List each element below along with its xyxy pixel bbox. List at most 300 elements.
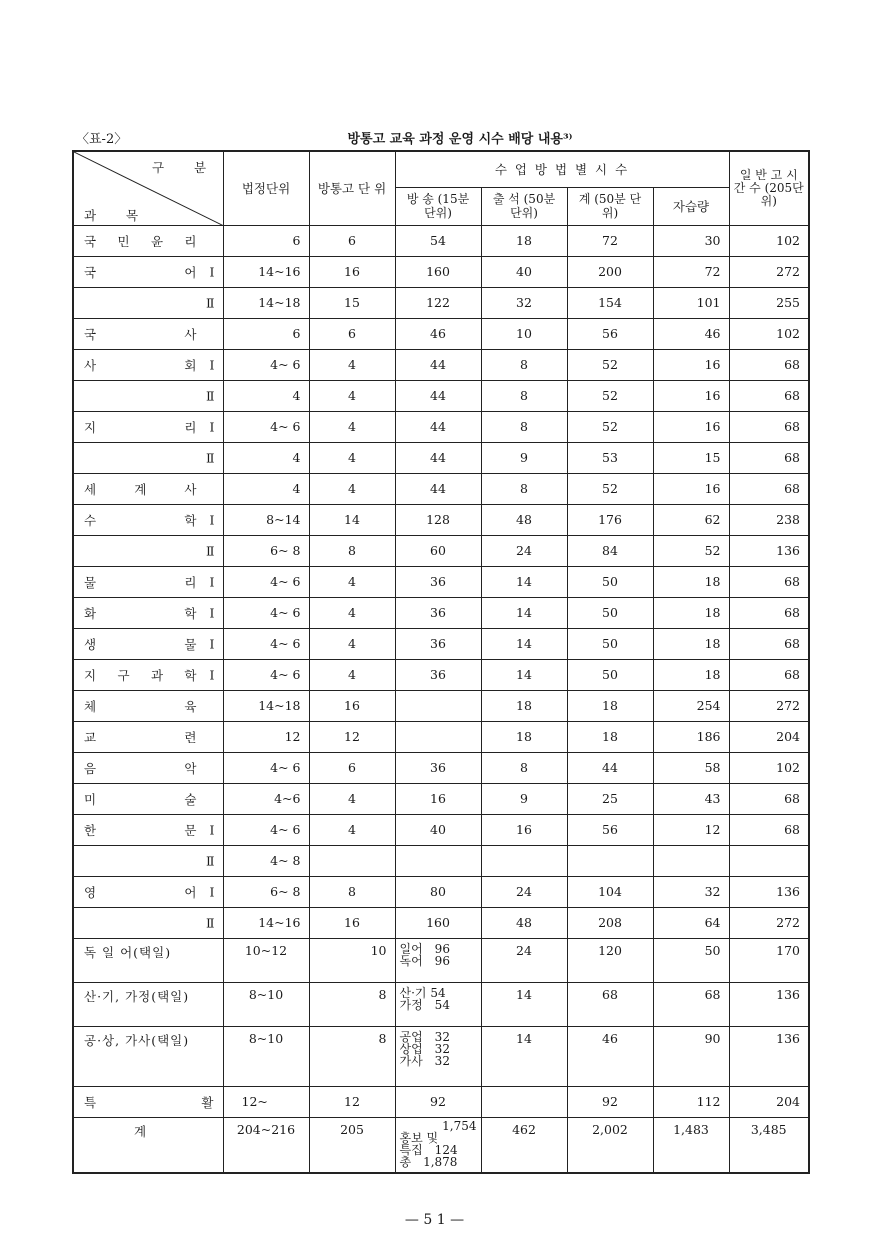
legal-units-cell: 4~ 8 <box>223 845 309 876</box>
attendance-cell: 8 <box>481 473 567 504</box>
school-units-cell: 4 <box>309 411 395 442</box>
school-units-cell: 4 <box>309 628 395 659</box>
subject-name: 물 리 <box>84 574 197 590</box>
general-hours-cell: 68 <box>729 783 809 814</box>
attendance-cell: 8 <box>481 380 567 411</box>
total-cell: 84 <box>567 535 653 566</box>
legal-units-cell: 4~6 <box>223 783 309 814</box>
self-study-cell: 50 <box>653 938 729 982</box>
legal-units-cell: 4~ 6 <box>223 814 309 845</box>
subject-cell <box>73 566 223 597</box>
general-hours-cell: 238 <box>729 504 809 535</box>
subject-cell <box>73 659 223 690</box>
subject-cell <box>73 535 223 566</box>
broadcast-cell: 160 <box>395 907 481 938</box>
general-hours-cell: 272 <box>729 907 809 938</box>
school-units-cell <box>309 845 395 876</box>
legal-units-cell: 4~ 6 <box>223 628 309 659</box>
school-units-cell: 4 <box>309 380 395 411</box>
general-hours-cell <box>729 845 809 876</box>
attendance-cell: 8 <box>481 752 567 783</box>
school-units-cell: 10 <box>309 938 395 982</box>
curriculum-hours-table <box>72 150 810 1174</box>
school-units-cell: 6 <box>309 752 395 783</box>
subject-cell <box>73 411 223 442</box>
broadcast-cell: 36 <box>395 659 481 690</box>
header-method-group: 수 업 방 법 별 시 수 <box>395 151 729 187</box>
self-study-cell: 15 <box>653 442 729 473</box>
subject-cell <box>73 907 223 938</box>
total-cell: 50 <box>567 597 653 628</box>
header-category: 구 분 <box>152 160 207 175</box>
legal-units-cell: 4~ 6 <box>223 349 309 380</box>
subject-level: Ⅰ <box>209 667 215 682</box>
general-hours-cell: 136 <box>729 982 809 1026</box>
total-cell: 104 <box>567 876 653 907</box>
self-study-cell: 32 <box>653 876 729 907</box>
self-study-cell: 101 <box>653 287 729 318</box>
broadcast-cell: 128 <box>395 504 481 535</box>
total-cell: 176 <box>567 504 653 535</box>
school-units-cell: 14 <box>309 504 395 535</box>
general-hours-cell: 170 <box>729 938 809 982</box>
self-study-cell: 16 <box>653 411 729 442</box>
self-study-cell: 52 <box>653 535 729 566</box>
broadcast-cell <box>395 845 481 876</box>
broadcast-line: 특집 124 <box>399 1142 458 1157</box>
legal-units-cell: 14~18 <box>223 287 309 318</box>
general-hours-cell: 255 <box>729 287 809 318</box>
total-cell: 18 <box>567 721 653 752</box>
attendance-cell <box>481 845 567 876</box>
legal-units-cell: 8~14 <box>223 504 309 535</box>
table-row <box>73 721 809 752</box>
broadcast-cell: 44 <box>395 442 481 473</box>
attendance-cell: 14 <box>481 982 567 1026</box>
attendance-cell: 16 <box>481 814 567 845</box>
school-units-cell: 4 <box>309 783 395 814</box>
general-hours-cell: 136 <box>729 876 809 907</box>
table-caption: 〈표-2〉 <box>76 132 128 147</box>
subject-name: 사 회 <box>84 357 197 373</box>
broadcast-line: 홍보 및 <box>399 1130 439 1145</box>
self-study-cell: 18 <box>653 597 729 628</box>
broadcast-line: 가정 54 <box>399 997 450 1012</box>
legal-units-cell: 14~18 <box>223 690 309 721</box>
general-hours-cell: 68 <box>729 473 809 504</box>
attendance-cell: 14 <box>481 566 567 597</box>
legal-units-cell: 6~ 8 <box>223 535 309 566</box>
table-row <box>73 628 809 659</box>
attendance-cell: 18 <box>481 721 567 752</box>
self-study-cell: 16 <box>653 473 729 504</box>
subject-name: 미 술 <box>84 791 197 807</box>
subject-cell <box>73 287 223 318</box>
subject-level: Ⅱ <box>206 543 215 558</box>
school-units-cell: 4 <box>309 659 395 690</box>
table-row <box>73 597 809 628</box>
school-units-cell: 4 <box>309 597 395 628</box>
general-hours-cell: 136 <box>729 535 809 566</box>
subject-cell <box>73 442 223 473</box>
legal-units-cell: 204~216 <box>223 1117 309 1173</box>
subject-cell <box>73 814 223 845</box>
legal-units-cell: 8~10 <box>223 982 309 1026</box>
attendance-cell: 18 <box>481 225 567 256</box>
school-units-cell: 8 <box>309 876 395 907</box>
attendance-cell: 24 <box>481 535 567 566</box>
elective-row <box>73 938 809 982</box>
attendance-cell: 24 <box>481 938 567 982</box>
subject-cell <box>73 473 223 504</box>
broadcast-line: 산·기 54 <box>399 985 446 1000</box>
general-hours-cell: 68 <box>729 442 809 473</box>
total-cell: 68 <box>567 982 653 1026</box>
self-study-cell: 58 <box>653 752 729 783</box>
attendance-cell: 14 <box>481 1026 567 1086</box>
table-row <box>73 256 809 287</box>
self-study-cell: 90 <box>653 1026 729 1086</box>
total-cell: 18 <box>567 690 653 721</box>
school-units-cell: 4 <box>309 442 395 473</box>
attendance-cell: 14 <box>481 659 567 690</box>
total-cell <box>567 845 653 876</box>
attendance-cell: 10 <box>481 318 567 349</box>
subject-level: Ⅰ <box>209 512 215 527</box>
broadcast-cell: 54 <box>395 225 481 256</box>
legal-units-cell: 4 <box>223 380 309 411</box>
legal-units-cell: 4~ 6 <box>223 752 309 783</box>
total-cell: 50 <box>567 628 653 659</box>
self-study-cell: 30 <box>653 225 729 256</box>
total-cell: 92 <box>567 1086 653 1117</box>
subject-cell <box>73 721 223 752</box>
legal-units-cell: 12~ <box>223 1086 309 1117</box>
self-study-cell <box>653 845 729 876</box>
subject-name: 국 사 <box>84 326 197 342</box>
legal-units-cell: 12 <box>223 721 309 752</box>
legal-units-cell: 14~16 <box>223 907 309 938</box>
attendance-cell <box>481 1086 567 1117</box>
subject-level: Ⅰ <box>209 419 215 434</box>
elective-row <box>73 982 809 1026</box>
school-units-cell: 6 <box>309 225 395 256</box>
broadcast-cell: 36 <box>395 752 481 783</box>
subject-cell <box>73 628 223 659</box>
school-units-cell: 6 <box>309 318 395 349</box>
legal-units-cell: 6 <box>223 225 309 256</box>
general-hours-cell: 102 <box>729 752 809 783</box>
attendance-cell: 40 <box>481 256 567 287</box>
attendance-cell: 8 <box>481 411 567 442</box>
subject-level: Ⅱ <box>206 295 215 310</box>
total-cell: 56 <box>567 318 653 349</box>
legal-units-cell: 4 <box>223 442 309 473</box>
general-hours-cell: 68 <box>729 380 809 411</box>
broadcast-cell: 44 <box>395 349 481 380</box>
legal-units-cell: 4~ 6 <box>223 597 309 628</box>
broadcast-cell: 122 <box>395 287 481 318</box>
subject-level: Ⅱ <box>206 853 215 868</box>
attendance-cell: 9 <box>481 783 567 814</box>
total-cell: 2,002 <box>567 1117 653 1173</box>
school-units-cell: 4 <box>309 473 395 504</box>
broadcast-cell: 36 <box>395 597 481 628</box>
total-cell: 120 <box>567 938 653 982</box>
school-units-cell: 15 <box>309 287 395 318</box>
school-units-cell: 16 <box>309 690 395 721</box>
diagonal-header-cell <box>73 151 223 225</box>
broadcast-cell: 44 <box>395 380 481 411</box>
broadcast-cell: 44 <box>395 411 481 442</box>
subject-cell <box>73 504 223 535</box>
school-units-cell: 12 <box>309 1086 395 1117</box>
subject-level: Ⅰ <box>209 357 215 372</box>
total-cell: 52 <box>567 411 653 442</box>
table-row <box>73 752 809 783</box>
school-units-cell: 8 <box>309 982 395 1026</box>
header-general-hours: 일 반 고 시 간 수 (205단위) <box>729 151 809 225</box>
attendance-cell: 48 <box>481 907 567 938</box>
general-hours-cell: 68 <box>729 411 809 442</box>
subject-cell <box>73 752 223 783</box>
broadcast-cell <box>395 690 481 721</box>
subject-level: Ⅱ <box>206 915 215 930</box>
subject-cell <box>73 597 223 628</box>
subject-level: Ⅱ <box>206 388 215 403</box>
legal-units-cell: 6 <box>223 318 309 349</box>
table-row <box>73 690 809 721</box>
self-study-cell: 62 <box>653 504 729 535</box>
table-row <box>73 535 809 566</box>
broadcast-cell <box>395 1026 481 1086</box>
header-total: 계 (50분 단위) <box>567 187 653 225</box>
subject-name: 국 어 <box>84 264 197 280</box>
school-units-cell: 205 <box>309 1117 395 1173</box>
broadcast-cell: 36 <box>395 628 481 659</box>
subject-cell: 특 활 <box>73 1086 223 1117</box>
subject-level: Ⅰ <box>209 574 215 589</box>
table-row <box>73 380 809 411</box>
attendance-cell: 24 <box>481 876 567 907</box>
broadcast-line: 공업 32 <box>399 1029 450 1044</box>
table-row <box>73 814 809 845</box>
broadcast-cell <box>395 1117 481 1173</box>
total-cell: 44 <box>567 752 653 783</box>
table-row <box>73 566 809 597</box>
attendance-cell: 48 <box>481 504 567 535</box>
subject-level: Ⅱ <box>206 450 215 465</box>
attendance-cell: 9 <box>481 442 567 473</box>
broadcast-cell <box>395 938 481 982</box>
broadcast-cell: 46 <box>395 318 481 349</box>
subject-cell <box>73 690 223 721</box>
subject-name: 교 련 <box>84 729 197 745</box>
legal-units-cell: 4~ 6 <box>223 411 309 442</box>
subject-name: 지 리 <box>84 419 197 435</box>
subject-level: Ⅰ <box>209 884 215 899</box>
self-study-cell: 46 <box>653 318 729 349</box>
total-cell: 200 <box>567 256 653 287</box>
total-cell: 50 <box>567 659 653 690</box>
general-hours-cell: 272 <box>729 690 809 721</box>
total-cell: 208 <box>567 907 653 938</box>
self-study-cell: 112 <box>653 1086 729 1117</box>
general-hours-cell: 102 <box>729 225 809 256</box>
attendance-cell: 18 <box>481 690 567 721</box>
total-cell: 72 <box>567 225 653 256</box>
subject-name: 영 어 <box>84 884 197 900</box>
legal-units-cell: 4 <box>223 473 309 504</box>
subject-level: Ⅰ <box>209 636 215 651</box>
self-study-cell: 254 <box>653 690 729 721</box>
table-row <box>73 225 809 256</box>
table-row <box>73 845 809 876</box>
broadcast-cell: 92 <box>395 1086 481 1117</box>
table-row <box>73 876 809 907</box>
legal-units-cell: 4~ 6 <box>223 659 309 690</box>
broadcast-cell: 40 <box>395 814 481 845</box>
general-hours-cell: 272 <box>729 256 809 287</box>
subject-name: 수 학 <box>84 512 197 528</box>
self-study-cell: 18 <box>653 659 729 690</box>
legal-units-cell: 6~ 8 <box>223 876 309 907</box>
header-self-study: 자습량 <box>653 187 729 225</box>
total-row <box>73 1117 809 1173</box>
general-hours-cell: 136 <box>729 1026 809 1086</box>
total-cell: 50 <box>567 566 653 597</box>
broadcast-line: 상업 32 <box>399 1041 450 1056</box>
subject-cell <box>73 225 223 256</box>
broadcast-cell: 36 <box>395 566 481 597</box>
subject-name: 생 물 <box>84 636 197 652</box>
table-row <box>73 318 809 349</box>
self-study-cell: 43 <box>653 783 729 814</box>
broadcast-cell: 160 <box>395 256 481 287</box>
table-row <box>73 504 809 535</box>
subject-cell: 독 일 어(택일) <box>73 938 223 982</box>
subject-cell <box>73 876 223 907</box>
header-attendance: 출 석 (50분 단위) <box>481 187 567 225</box>
general-hours-cell: 68 <box>729 814 809 845</box>
self-study-cell: 68 <box>653 982 729 1026</box>
school-units-cell: 16 <box>309 256 395 287</box>
self-study-cell: 16 <box>653 380 729 411</box>
legal-units-cell: 14~16 <box>223 256 309 287</box>
broadcast-cell: 60 <box>395 535 481 566</box>
subject-cell <box>73 783 223 814</box>
broadcast-line: 가사 32 <box>399 1053 450 1068</box>
school-units-cell: 8 <box>309 535 395 566</box>
broadcast-cell: 80 <box>395 876 481 907</box>
self-study-cell: 186 <box>653 721 729 752</box>
subject-cell <box>73 318 223 349</box>
total-cell: 52 <box>567 473 653 504</box>
subject-name: 화 학 <box>84 605 197 621</box>
self-study-cell: 16 <box>653 349 729 380</box>
broadcast-line: 총 1,878 <box>399 1154 458 1169</box>
attendance-cell: 8 <box>481 349 567 380</box>
broadcast-line: 일어 96 <box>399 941 450 956</box>
general-hours-cell: 68 <box>729 566 809 597</box>
attendance-cell: 32 <box>481 287 567 318</box>
table-row <box>73 659 809 690</box>
legal-units-cell: 4~ 6 <box>223 566 309 597</box>
general-hours-cell: 204 <box>729 1086 809 1117</box>
subject-name: 음 악 <box>84 760 197 776</box>
page-number: — 5 1 — <box>404 1212 465 1228</box>
general-hours-cell: 3,485 <box>729 1117 809 1173</box>
attendance-cell: 14 <box>481 597 567 628</box>
legal-units-cell: 10~12 <box>223 938 309 982</box>
total-cell: 52 <box>567 380 653 411</box>
total-cell: 46 <box>567 1026 653 1086</box>
general-hours-cell: 68 <box>729 659 809 690</box>
school-units-cell: 4 <box>309 566 395 597</box>
school-units-cell: 4 <box>309 814 395 845</box>
school-units-cell: 8 <box>309 1026 395 1086</box>
broadcast-cell <box>395 982 481 1026</box>
total-cell: 25 <box>567 783 653 814</box>
attendance-cell: 462 <box>481 1117 567 1173</box>
total-cell: 154 <box>567 287 653 318</box>
subject-name: 체 육 <box>84 698 197 714</box>
general-hours-cell: 68 <box>729 597 809 628</box>
legal-units-cell: 8~10 <box>223 1026 309 1086</box>
table-row <box>73 442 809 473</box>
broadcast-cell <box>395 721 481 752</box>
subject-name: 세 계 사 <box>84 481 197 497</box>
table-row <box>73 473 809 504</box>
subject-cell: 공·상, 가사(택일) <box>73 1026 223 1086</box>
total-cell: 53 <box>567 442 653 473</box>
table-row <box>73 287 809 318</box>
table-row <box>73 411 809 442</box>
general-hours-cell: 204 <box>729 721 809 752</box>
self-study-cell: 18 <box>653 566 729 597</box>
subject-level: Ⅰ <box>209 605 215 620</box>
self-study-cell: 64 <box>653 907 729 938</box>
attendance-cell: 14 <box>481 628 567 659</box>
subject-cell: 산·기, 가정(택일) <box>73 982 223 1026</box>
self-study-cell: 1,483 <box>653 1117 729 1173</box>
broadcast-cell: 44 <box>395 473 481 504</box>
subject-cell <box>73 256 223 287</box>
subject-level: Ⅰ <box>209 822 215 837</box>
general-hours-cell: 68 <box>729 349 809 380</box>
school-units-cell: 12 <box>309 721 395 752</box>
subject-cell: 계 <box>73 1117 223 1173</box>
table-row <box>73 349 809 380</box>
self-study-cell: 72 <box>653 256 729 287</box>
total-cell: 52 <box>567 349 653 380</box>
self-study-cell: 18 <box>653 628 729 659</box>
subject-cell <box>73 380 223 411</box>
school-units-cell: 16 <box>309 907 395 938</box>
table-row <box>73 907 809 938</box>
table-row <box>73 783 809 814</box>
total-cell: 56 <box>567 814 653 845</box>
broadcast-cell: 16 <box>395 783 481 814</box>
subject-level: Ⅰ <box>209 264 215 279</box>
subject-name: 지 구 과 학 <box>84 667 197 683</box>
general-hours-cell: 102 <box>729 318 809 349</box>
special-activity-row <box>73 1086 809 1117</box>
header-legal-units: 법정단위 <box>223 151 309 225</box>
broadcast-line: 1,754 <box>442 1118 477 1133</box>
header-subject: 과 목 <box>84 208 139 223</box>
subject-name: 한 문 <box>84 822 197 838</box>
